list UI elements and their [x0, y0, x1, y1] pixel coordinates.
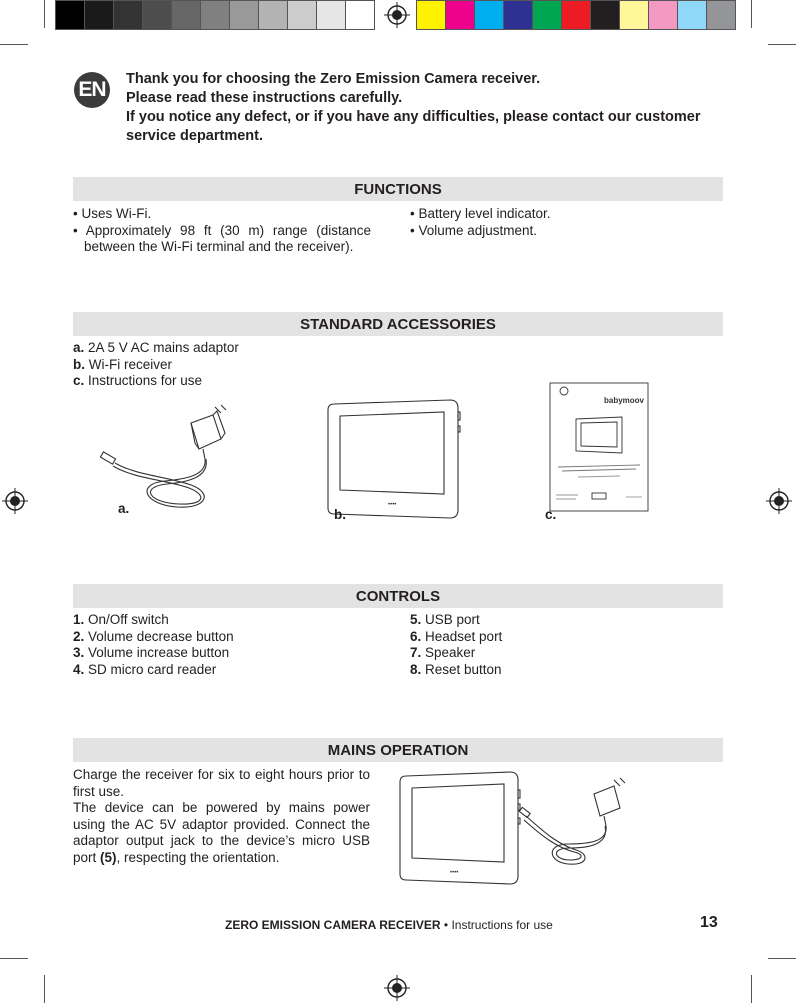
accessory-caption: b. — [334, 507, 346, 522]
crop-mark — [0, 958, 28, 959]
color-swatch — [172, 0, 201, 30]
functions-heading: FUNCTIONS — [73, 177, 723, 201]
list-item: • Approximately 98 ft (30 m) range (distance between the Wi-Fi terminal and the receiver). — [73, 222, 371, 254]
list-item: b. Wi-Fi receiver — [73, 356, 172, 372]
color-swatch — [85, 0, 114, 30]
receiver-charging-illustration — [398, 770, 630, 888]
svg-text:••••: •••• — [450, 870, 459, 876]
page-number: 13 — [700, 914, 718, 931]
intro-text — [126, 70, 726, 146]
list-item: • Battery level indicator. — [410, 206, 551, 221]
color-swatch — [259, 0, 288, 30]
color-swatch — [416, 0, 446, 30]
crop-mark — [44, 975, 45, 1003]
footer-separator: • — [440, 918, 452, 932]
color-swatch — [55, 0, 85, 30]
process-color-bar — [416, 0, 736, 30]
crop-mark — [751, 0, 752, 28]
list-item: 5. USB port — [410, 612, 480, 627]
instructions-booklet-illustration — [548, 381, 652, 513]
functions-left-list — [73, 206, 371, 256]
accessories-list — [73, 340, 239, 390]
color-swatch — [346, 0, 375, 30]
registration-mark-icon — [766, 488, 792, 514]
color-swatch — [317, 0, 346, 30]
list-item: 6. Headset port — [410, 628, 503, 644]
list-item: 2. Volume decrease button — [73, 628, 234, 644]
list-item: 4. SD micro card reader — [73, 661, 217, 677]
grayscale-color-bar — [55, 0, 375, 30]
registration-mark-icon — [384, 975, 410, 1001]
color-swatch — [143, 0, 172, 30]
crop-mark — [768, 958, 796, 959]
accessory-caption: c. — [545, 507, 557, 522]
color-swatch — [649, 0, 678, 30]
controls-heading: CONTROLS — [73, 584, 723, 608]
accessory-caption: a. — [118, 501, 130, 516]
paragraph: The device can be powered by mains power using the AC 5V adaptor provided. Connect the adaptor output jack to the device’s micro USB port (5), respecting the orientation. — [73, 800, 370, 865]
color-swatch — [620, 0, 649, 30]
mains-operation-text — [73, 767, 370, 866]
crop-mark — [751, 975, 752, 1003]
controls-right-list — [410, 612, 502, 678]
controls-left-list — [73, 612, 234, 678]
color-swatch — [446, 0, 475, 30]
color-swatch — [288, 0, 317, 30]
intro-line: Thank you for choosing the Zero Emission Camera receiver. — [126, 71, 541, 87]
list-item: c. Instructions for use — [73, 373, 203, 388]
accessories-heading: STANDARD ACCESSORIES — [73, 312, 723, 336]
color-swatch — [114, 0, 143, 30]
registration-mark-icon — [2, 488, 28, 514]
paragraph: Charge the receiver for six to eight hours prior to first use. — [73, 767, 370, 799]
crop-mark — [44, 0, 45, 28]
functions-right-list — [410, 206, 710, 239]
booklet-brand: babymoov — [604, 396, 645, 405]
color-swatch — [504, 0, 533, 30]
color-swatch — [707, 0, 736, 30]
language-badge: EN — [74, 72, 110, 108]
list-item: • Volume adjustment. — [410, 222, 538, 238]
color-swatch — [533, 0, 562, 30]
color-swatch — [678, 0, 707, 30]
list-item: 1. On/Off switch — [73, 612, 169, 627]
color-swatch — [562, 0, 591, 30]
color-swatch — [591, 0, 620, 30]
crop-mark — [0, 44, 28, 45]
crop-mark — [768, 44, 796, 45]
list-item: 7. Speaker — [410, 645, 476, 660]
footer-title: ZERO EMISSION CAMERA RECEIVER — [225, 918, 441, 932]
intro-line: If you notice any defect, or if you have any difficulties, please contact our customer service department. — [126, 109, 701, 144]
list-item: 8. Reset button — [410, 661, 502, 677]
list-item: a. 2A 5 V AC mains adaptor — [73, 340, 239, 355]
list-item: 3. Volume increase button — [73, 645, 230, 660]
footer — [225, 918, 553, 932]
mains-operation-heading: MAINS OPERATION — [73, 738, 723, 762]
color-swatch — [230, 0, 259, 30]
color-swatch — [201, 0, 230, 30]
registration-mark-icon — [384, 2, 410, 28]
intro-line: Please read these instructions carefully. — [126, 90, 403, 106]
svg-text:••••: •••• — [388, 502, 397, 508]
footer-subtitle: Instructions for use — [451, 918, 553, 932]
wifi-receiver-illustration — [326, 398, 462, 522]
color-swatch — [475, 0, 504, 30]
list-item: • Uses Wi-Fi. — [73, 206, 152, 221]
